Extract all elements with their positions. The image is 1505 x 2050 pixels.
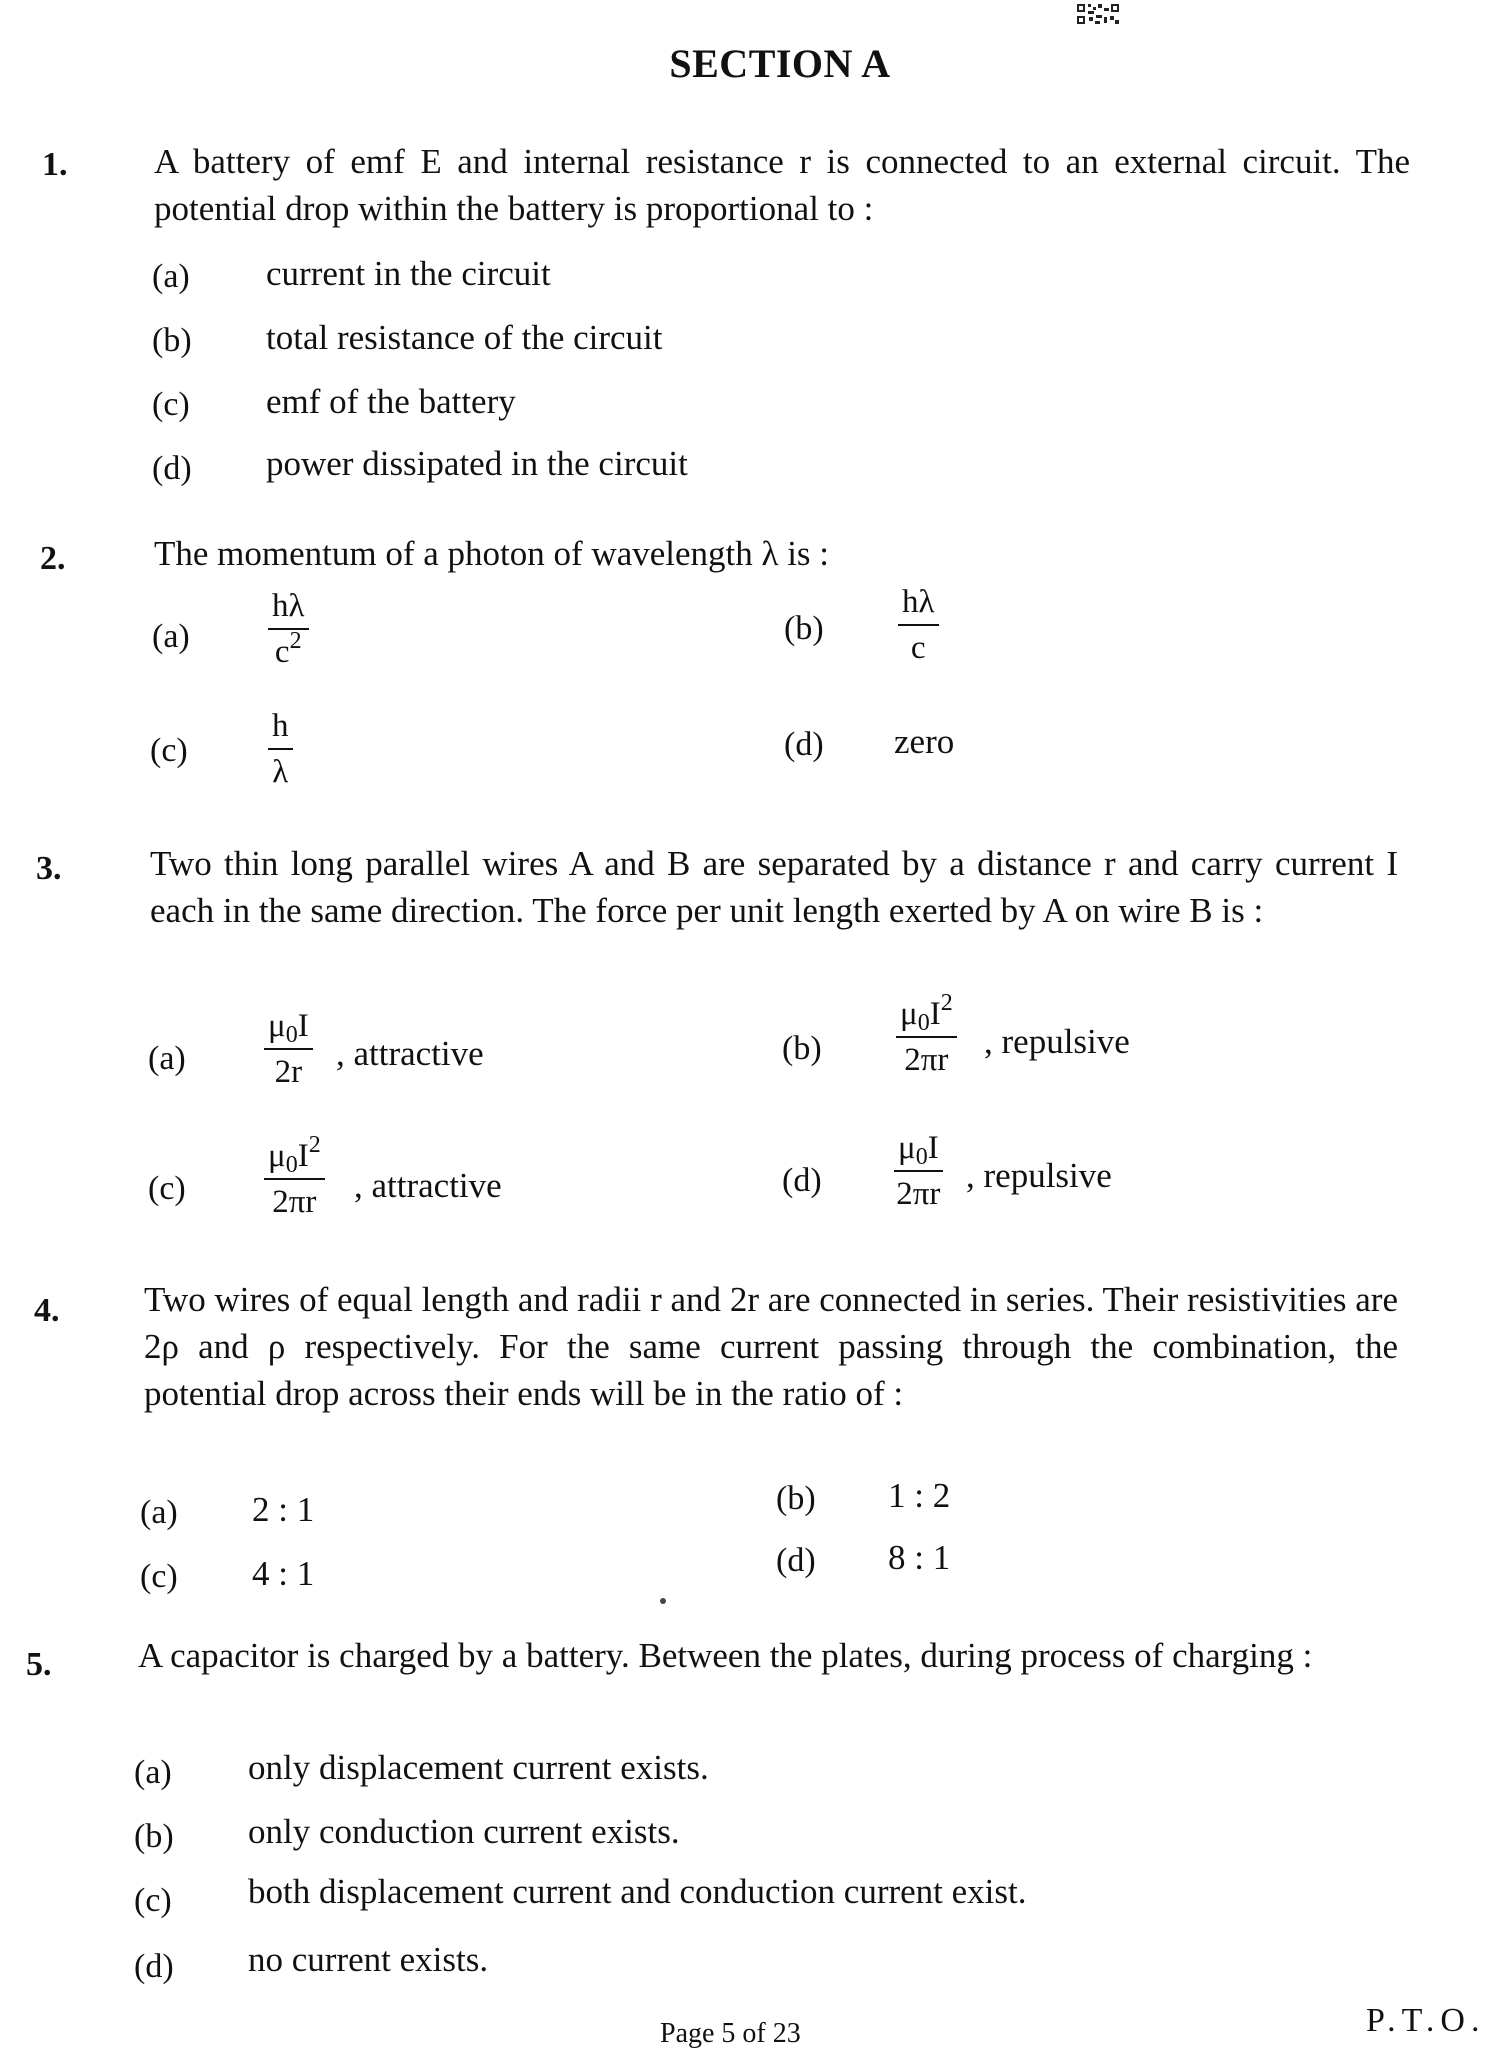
qr-code-icon [1076,2,1120,26]
option-label: (c) [134,1882,172,1919]
question-text: Two wires of equal length and radii r and 2r are connected in series. Their resistivities are 2ρ and ρ respectively. For the same current passing through the combination, the potential drop across their ends will be in the ratio of : [144,1280,1398,1413]
fraction-denominator: 2πr [896,1176,941,1212]
option-label: (a) [140,1494,178,1531]
fraction-numerator: hλ [898,582,939,626]
option-text: 2 : 1 [252,1490,315,1529]
option-label: (c) [152,386,190,423]
fraction [894,1128,943,1214]
fraction [268,706,293,792]
option-text: , attractive [336,1034,484,1073]
question-number: 5. [26,1646,52,1683]
fraction-denominator: 2r [274,1054,303,1090]
section-title: SECTION A [669,41,891,86]
fraction-numerator: h [268,706,293,750]
option-label: (b) [152,322,192,359]
option-text: , attractive [354,1166,502,1205]
option-text: , repulsive [984,1022,1130,1061]
option-label: (a) [152,618,190,655]
question-text: The momentum of a photon of wavelength λ is : [154,534,830,573]
fraction-denominator: $c^2$ [274,628,302,670]
option-label: (c) [140,1558,178,1595]
fraction-numerator: $\mu_0I$ [264,1006,313,1050]
fraction [264,1006,313,1092]
option-text: 4 : 1 [252,1554,315,1593]
option-text: power dissipated in the circuit [266,444,688,483]
option-label: (d) [782,1162,822,1199]
question-number: 4. [34,1292,60,1329]
question-number: 2. [40,540,66,577]
page-number: Page 5 of 23 [660,2018,801,2049]
question-number: 1. [42,146,68,183]
option-label: (a) [148,1040,186,1077]
option-label: (c) [150,732,188,769]
option-label: (c) [148,1170,186,1207]
option-text: zero [894,722,955,761]
question-text: Two thin long parallel wires A and B are separated by a distance r and carry current I each in the same direction. The force per unit length exerted by A on wire B is : [150,844,1398,930]
fraction-numerator: $\mu_0I^2$ [896,994,957,1038]
option-text: total resistance of the circuit [266,318,663,357]
option-text: emf of the battery [266,382,516,421]
fraction-denominator: c [910,630,926,666]
stray-mark [660,1598,666,1604]
option-label: (a) [152,258,190,295]
option-text: both displacement current and conduction current exist. [248,1872,1027,1911]
pto-marker: P.T.O. [1366,2002,1486,2039]
option-label: (d) [134,1948,174,1985]
fraction-denominator: λ [272,754,289,790]
option-text: , repulsive [966,1156,1112,1195]
fraction [268,586,309,672]
fraction-numerator: $\mu_0I$ [894,1128,943,1172]
fraction [264,1132,325,1222]
option-label: (b) [784,610,824,647]
fraction-denominator: 2πr [904,1042,949,1078]
fraction-numerator: hλ [268,586,309,630]
option-text: 1 : 2 [888,1476,951,1515]
fraction [896,990,957,1080]
option-label: (b) [782,1030,822,1067]
question-number: 3. [36,850,62,887]
fraction-denominator: 2πr [272,1184,317,1220]
question-text: A capacitor is charged by a battery. Between the plates, during process of charging : [138,1636,1313,1675]
option-label: (b) [134,1818,174,1855]
option-text: only conduction current exists. [248,1812,680,1851]
option-text: current in the circuit [266,254,551,293]
option-label: (d) [776,1542,816,1579]
option-text: only displacement current exists. [248,1748,709,1787]
question-text: A battery of emf E and internal resistance r is connected to an external circuit. The potential drop within the battery is proportional to : [154,142,1410,228]
option-text: no current exists. [248,1940,489,1979]
fraction-numerator: $\mu_0I^2$ [264,1136,325,1180]
option-label: (b) [776,1480,816,1517]
option-label: (d) [784,726,824,763]
option-label: (d) [152,450,192,487]
option-text: 8 : 1 [888,1538,951,1577]
option-label: (a) [134,1754,172,1791]
fraction [898,582,939,668]
